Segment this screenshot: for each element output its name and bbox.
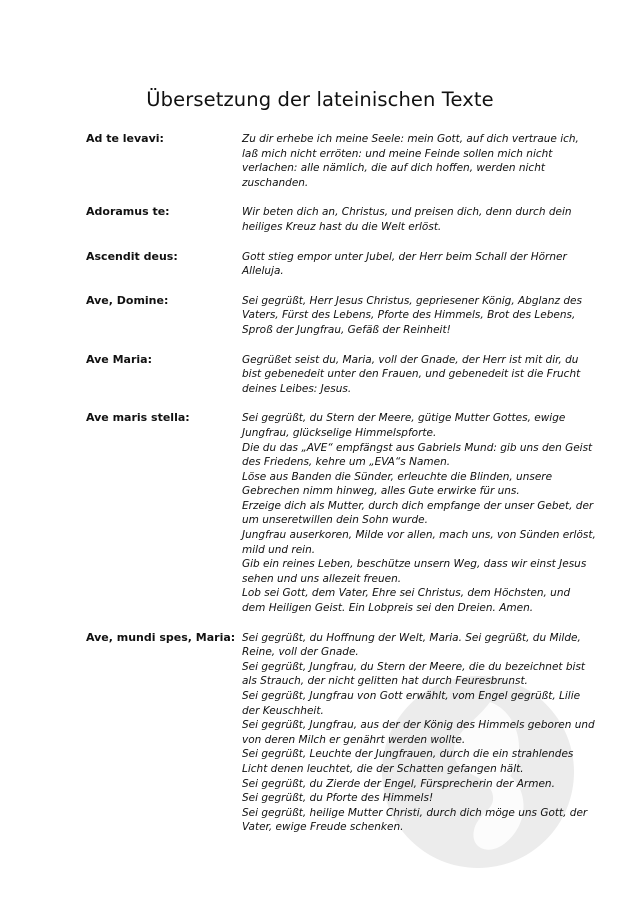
translation-line: Zu dir erhebe ich meine Seele: mein Gott, auf dich vertraue ich, laß mich nicht erröten: und meine Feinde sollen mich nicht verlachen: alle nämlich, die auf dich hoffen, werden nicht zuschanden.	[242, 133, 579, 189]
entry-term: Ave Maria:	[86, 352, 152, 366]
entry-term: Adoramus te:	[86, 205, 170, 219]
entry-adoramus-te	[86, 205, 596, 234]
translation-line: Sei gegrüßt, du Stern der Meere, gütige Mutter Gottes, ewige Jungfrau, glückselige Himmelspforte.	[242, 412, 566, 439]
translation-line: Gegrüßet seist du, Maria, voll der Gnade, der Herr ist mit dir, du bist gebenedeit unter den Frauen, und gebenedeit ist die Frucht deines Leibes: Jesus.	[242, 353, 581, 395]
entry-term: Ave, mundi spes, Maria:	[86, 630, 236, 644]
entry-translation	[242, 205, 596, 234]
translation-line: Sei gegrüßt, du Hoffnung der Welt, Maria. Sei gegrüßt, du Milde, Reine, voll der Gnade.	[242, 631, 581, 659]
entry-ave-mundi-spes-maria	[86, 631, 596, 835]
entry-translation	[242, 132, 596, 190]
translation-line: Sei gegrüßt, Jungfrau von Gott erwählt, vom Engel gegrüßt, Lilie der Keuschheit.	[242, 690, 581, 717]
entry-translation	[242, 294, 596, 338]
entry-ave-maria	[86, 353, 596, 397]
translation-line: Erzeige dich als Mutter, durch dich empfange der unser Gebet, der um unseretwillen dein Sohn wurde.	[242, 499, 594, 527]
entry-translation	[242, 250, 596, 279]
page-title: Übersetzung der lateinischen Texte	[146, 88, 494, 111]
translation-line: Löse aus Banden die Sünder, erleuchte die Blinden, unsere Gebrechen nimm hinweg, alles Gute erwirke für uns.	[242, 470, 553, 498]
translation-line: Gott stieg empor unter Jubel, der Herr beim Schall der Hörner Alleluja.	[242, 250, 567, 278]
entry-ad-te-levavi	[86, 132, 596, 190]
translation-line: Sei gegrüßt, heilige Mutter Christi, durch dich möge uns Gott, der Vater, ewige Freude schenken.	[242, 806, 588, 834]
entry-ave-domine	[86, 294, 596, 338]
entry-translation	[242, 411, 596, 615]
translation-line: Die du das „AVE“ empfängst aus Gabriels Mund: gib uns den Geist des Friedens, kehre um „EVA“s Namen.	[242, 441, 593, 469]
entry-translation	[242, 353, 596, 397]
translation-line: Sei gegrüßt, Jungfrau, aus der der König des Himmels geboren und von deren Milch er genährt werden wollte.	[242, 719, 595, 746]
translation-line: Gib ein reines Leben, beschütze unsern Weg, dass wir einst Jesus sehen und uns allezeit freuen.	[242, 558, 587, 585]
translation-list	[86, 132, 596, 850]
entry-term: Ascendit deus:	[86, 249, 178, 263]
translation-line: Jungfrau auserkoren, Milde vor allen, mach uns, von Sünden erlöst, mild und rein.	[242, 529, 596, 556]
translation-line: Sei gegrüßt, du Pforte des Himmels!	[242, 792, 434, 805]
translation-line: Sei gegrüßt, Leuchte der Jungfrauen, durch die ein strahlendes Licht denen leuchtet, die der Schatten gefangen hält.	[242, 748, 574, 775]
entry-term: Ave, Domine:	[86, 293, 169, 307]
translation-line: Sei gegrüßt, Jungfrau, du Stern der Meere, die du bezeichnet bist als Strauch, der nicht gelitten hat durch Feuresbrunst.	[242, 660, 586, 688]
entry-term: Ave maris stella:	[86, 411, 190, 425]
translation-line: Sei gegrüßt, du Zierde der Engel, Fürsprecherin der Armen.	[242, 777, 555, 790]
entry-ave-maris-stella	[86, 411, 596, 615]
entry-term: Ad te levavi:	[86, 132, 164, 145]
entry-ascendit-deus	[86, 250, 596, 279]
translation-line: Lob sei Gott, dem Vater, Ehre sei Christus, dem Höchsten, und dem Heiligen Geist. Ein Lobpreis sei den Dreien. Amen.	[242, 587, 571, 615]
translation-line: Wir beten dich an, Christus, und preisen dich, denn durch dein heiliges Kreuz hast du die Welt erlöst.	[242, 206, 572, 233]
entry-translation	[242, 631, 596, 835]
translation-line: Sei gegrüßt, Herr Jesus Christus, gepriesener König, Abglanz des Vaters, Fürst des Lebens, Pforte des Himmels, Brot des Lebens, Sproß der Jungfrau, Gefäß der Reinheit!	[242, 294, 582, 336]
